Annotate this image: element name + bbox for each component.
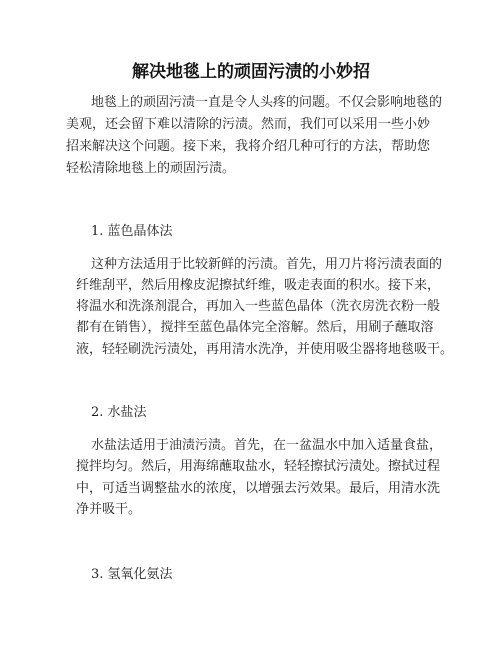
section-line: 搅拌均匀。然后，用海绵蘸取盐水，轻轻擦拭污渍处。擦拭过程 [76, 459, 441, 474]
section-line: 净并吸干。 [76, 502, 142, 517]
section-heading: 1. 蓝色晶体法 [91, 224, 173, 239]
intro-line: 轻松清除地毯上的顽固污渍。 [66, 161, 236, 176]
intro-line: 招来解决这个问题。接下来，我将介绍几种可行的方法，帮助您 [66, 139, 431, 154]
section-line: 这种方法适用于比较新鲜的污渍。首先，用刀片将污渍表面的 [91, 257, 443, 272]
intro-line: 美观，还会留下难以清除的污渍。然而，我们可以采用一些小妙 [66, 117, 431, 132]
section-line: 中，可适当调整盐水的浓度，以增强去污效果。最后，用清水洗 [76, 481, 441, 496]
section-line: 将温水和洗涤剂混合，再加入一些蓝色晶体（洗衣房洗衣粉一般 [76, 299, 441, 314]
intro-line: 地毯上的顽固污渍一直是令人头疼的问题。不仅会影响地毯的 [91, 95, 443, 110]
section-line: 纤维刮平，然后用橡皮泥擦拭纤维，吸走表面的积水。接下来， [76, 278, 441, 293]
section-heading: 3. 氢氧化氨法 [91, 567, 173, 582]
section-line: 液，轻轻刷洗污渍处，再用清水洗净，并使用吸尘器将地毯吸干。 [76, 342, 454, 357]
section-line: 都有在销售），搅拌至蓝色晶体完全溶解。然后，用刷子蘸取溶 [76, 320, 434, 335]
section-heading: 2. 水盐法 [91, 405, 147, 420]
document-title: 解决地毯上的顽固污渍的小妙招 [132, 62, 370, 82]
section-line: 水盐法适用于油渍污渍。首先，在一盆温水中加入适量食盐， [91, 438, 443, 453]
